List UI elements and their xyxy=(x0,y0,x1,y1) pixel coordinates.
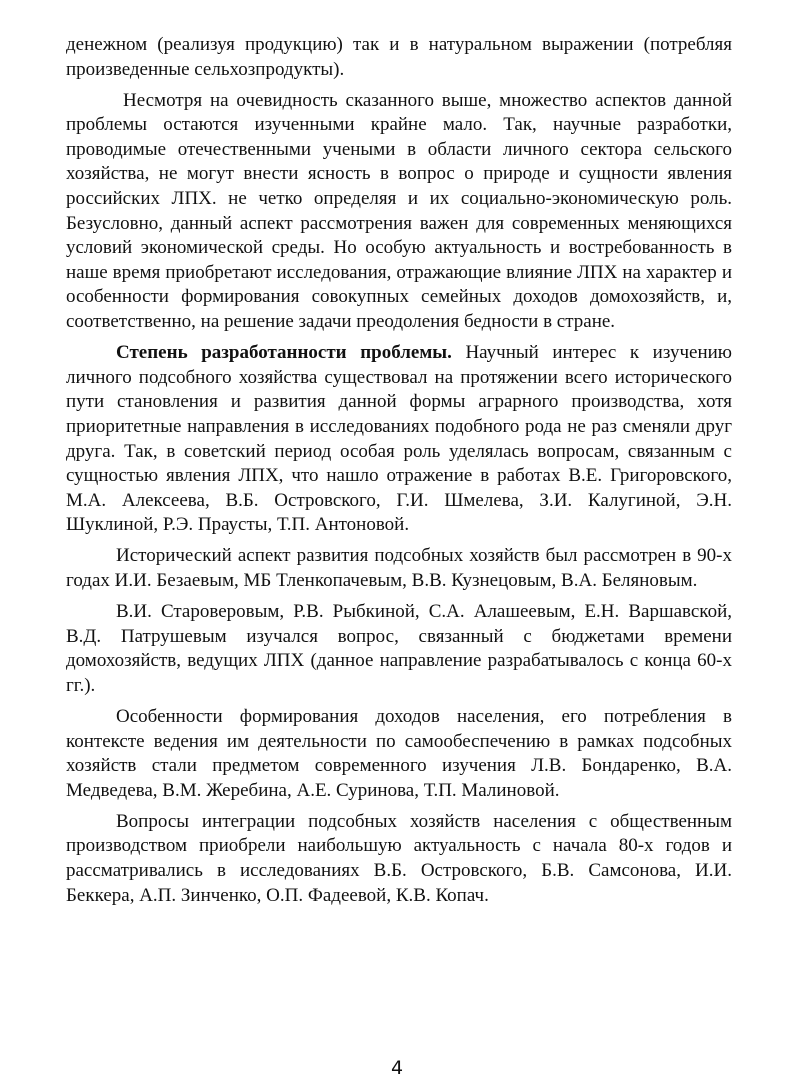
paragraph-text: Вопросы интеграции подсобных хозяйств населения с общественным производством приобрели наибольшую актуальность с начала 80-х годов и рассматривались в исследованиях В.Б. Островского, Б.В. Самсонова, И.И. Беккера, А.П. Зинченко, О.П. Фадеевой, К.В. Копач. xyxy=(66,810,732,906)
paragraph-degree-of-development xyxy=(66,341,732,538)
paragraph-continuation xyxy=(66,33,732,82)
paragraph-text: Несмотря на очевидность сказанного выше, множество аспектов данной проблемы остаются изученными крайне мало. Так, научные разработки, проводимые отечественными учеными в области личного сектора сельского хозяйства, не могут внести ясность в вопрос о природе и сущности явления российских ЛПХ. не четко определяя и их социально-экономическую роль. Безусловно, данный аспект рассмотрения важен для современных меняющихся условий экономической среды. Но особую актуальность и востребованность в наше время приобретают исследования, отражающие влияние ЛПХ на характер и особенности формирования совокупных семейных доходов домохозяйств, и, соответственно, на решение задачи преодоления бедности в стране. xyxy=(66,89,732,333)
paragraph-income-formation xyxy=(66,705,732,803)
paragraph-research-gaps xyxy=(66,89,732,335)
paragraph-text: Научный интерес к изучению личного подсобного хозяйства существовал на протяжении всего исторического пути становления и развития данной формы аграрного производства, хотя приоритетные направления в исследованиях подобного рода не раз сменяли друг друга. Так, в советский период особая роль уделялась вопросам, связанным с сущностью явления ЛПХ, что нашло отражение в работах В.Е. Григоровского, М.А. Алексеева, В.Б. Островского, Г.И. Шмелева, З.И. Калугиной, Э.Н. Шуклиной, Р.Э. Праусты, Т.П. Антоновой. xyxy=(66,342,732,536)
document-page xyxy=(66,33,732,915)
paragraph-text: В.И. Староверовым, Р.В. Рыбкиной, С.А. Алашеевым, Е.Н. Варшавской, В.Д. Патрушевым изучался вопрос, связанный с бюджетами времени домохозяйств, ведущих ЛПХ (данное направление разрабатывалось с конца 60-х гг.). xyxy=(66,601,732,696)
paragraph-text: Исторический аспект развития подсобных хозяйств был рассмотрен в 90-х годах И.И. Безаевым, МБ Тленкопачевым, В.В. Кузнецовым, В.А. Беляновым. xyxy=(66,545,732,591)
paragraph-time-budgets xyxy=(66,600,732,698)
section-lead-heading: Степень разработанности проблемы. xyxy=(116,342,452,364)
paragraph-historical-aspect xyxy=(66,544,732,593)
paragraph-integration xyxy=(66,810,732,908)
paragraph-text: Особенности формирования доходов населения, его потребления в контексте ведения им деятельности по самообеспечению в рамках подсобных хозяйств стали предметом современного изучения Л.В. Бондаренко, В.А. Медведева, В.М. Жеребина, А.Е. Суринова, Т.П. Малиновой. xyxy=(66,705,732,801)
paragraph-text: денежном (реализуя продукцию) так и в натуральном выражении (потребляя произведенные сельхозпродукты). xyxy=(66,34,732,80)
page-number: 4 xyxy=(390,1057,404,1079)
